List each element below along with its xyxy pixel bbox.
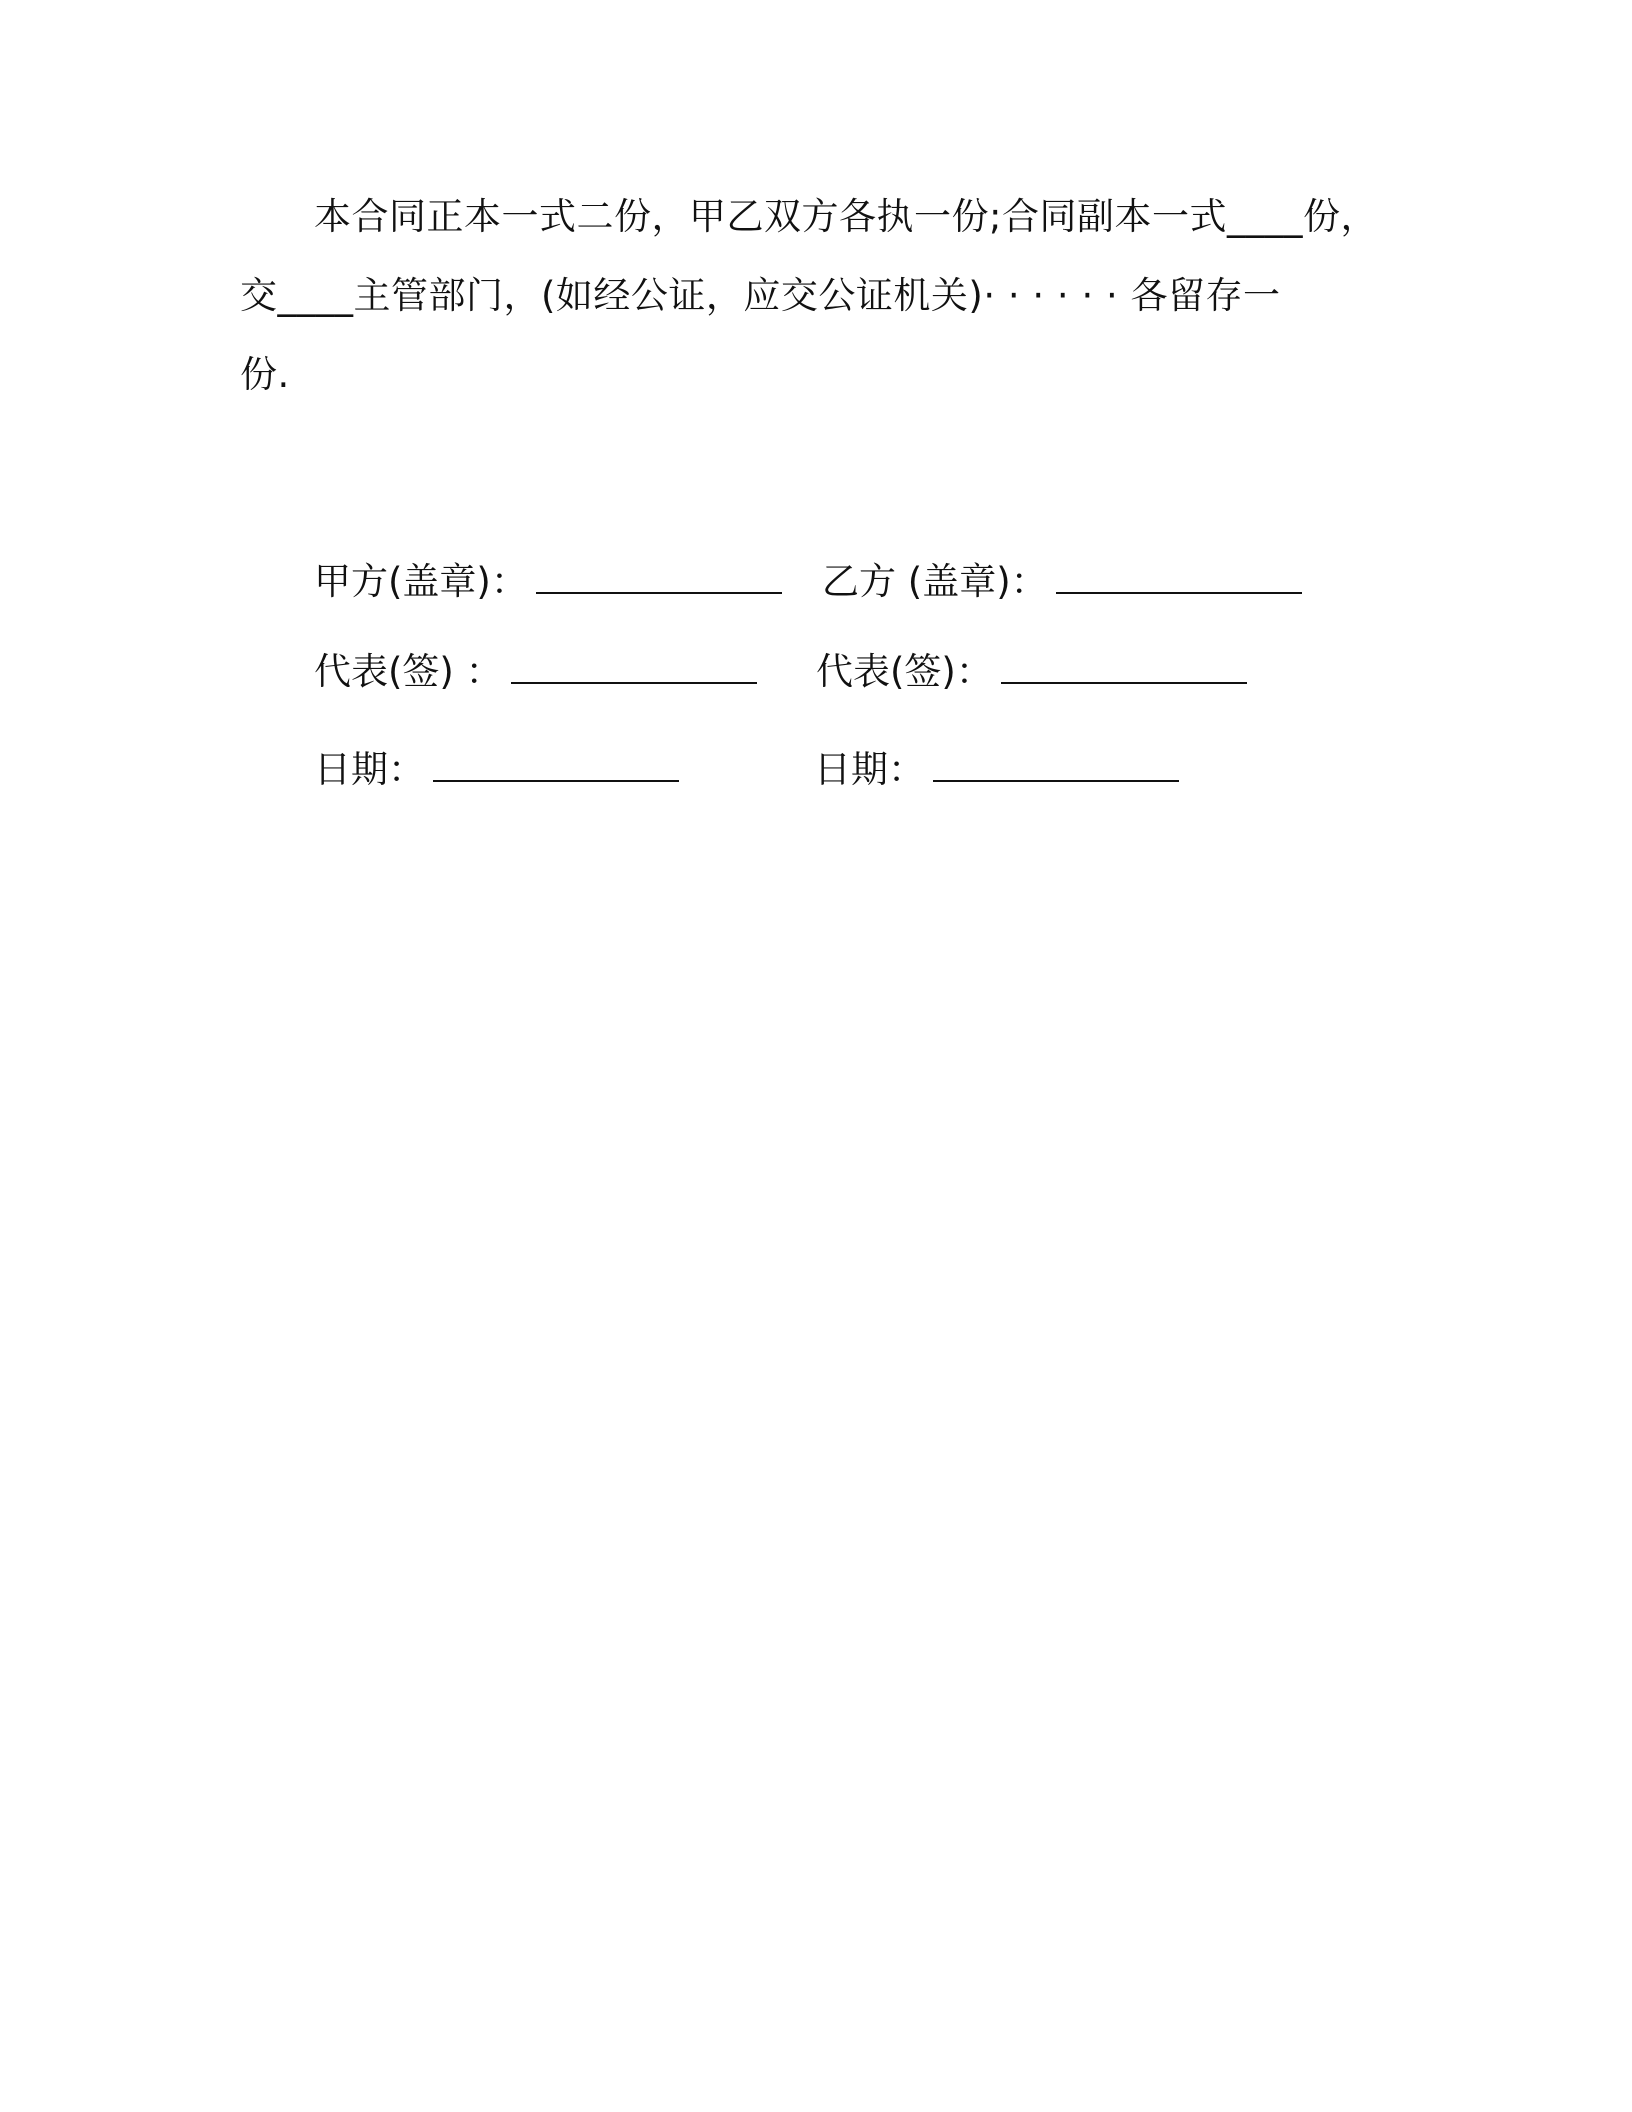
party-a-date-row bbox=[314, 748, 679, 791]
party-b-seal-blank[interactable] bbox=[1056, 562, 1302, 594]
clause-line-1: 本合同正本一式二份，甲乙双方各执一份;合同副本一式____份， bbox=[314, 195, 1378, 238]
party-a-seal-blank[interactable] bbox=[536, 562, 782, 594]
party-a-rep-label: 代表(签) ： bbox=[314, 650, 503, 693]
party-b-rep-blank[interactable] bbox=[1001, 652, 1247, 684]
party-a-date-label: 日期： bbox=[314, 748, 425, 791]
party-b-date-blank[interactable] bbox=[933, 750, 1179, 782]
party-a-date-blank[interactable] bbox=[433, 750, 679, 782]
clause-line-3: 份. bbox=[240, 353, 290, 396]
party-a-rep-blank[interactable] bbox=[511, 652, 757, 684]
party-a-rep-row bbox=[314, 650, 757, 693]
party-b-seal-row bbox=[822, 560, 1302, 603]
party-b-rep-label: 代表(签)： bbox=[816, 650, 993, 693]
party-b-date-row bbox=[814, 748, 1179, 791]
party-a-seal-label: 甲方(盖章)： bbox=[314, 560, 528, 603]
party-b-seal-label: 乙方 (盖章)： bbox=[822, 560, 1048, 603]
party-b-date-label: 日期： bbox=[814, 748, 925, 791]
party-b-rep-row bbox=[816, 650, 1247, 693]
party-a-seal-row bbox=[314, 560, 782, 603]
clause-line-2: 交____主管部门，(如经公证，应交公证机关)· · · · · · 各留存一 bbox=[240, 274, 1281, 317]
